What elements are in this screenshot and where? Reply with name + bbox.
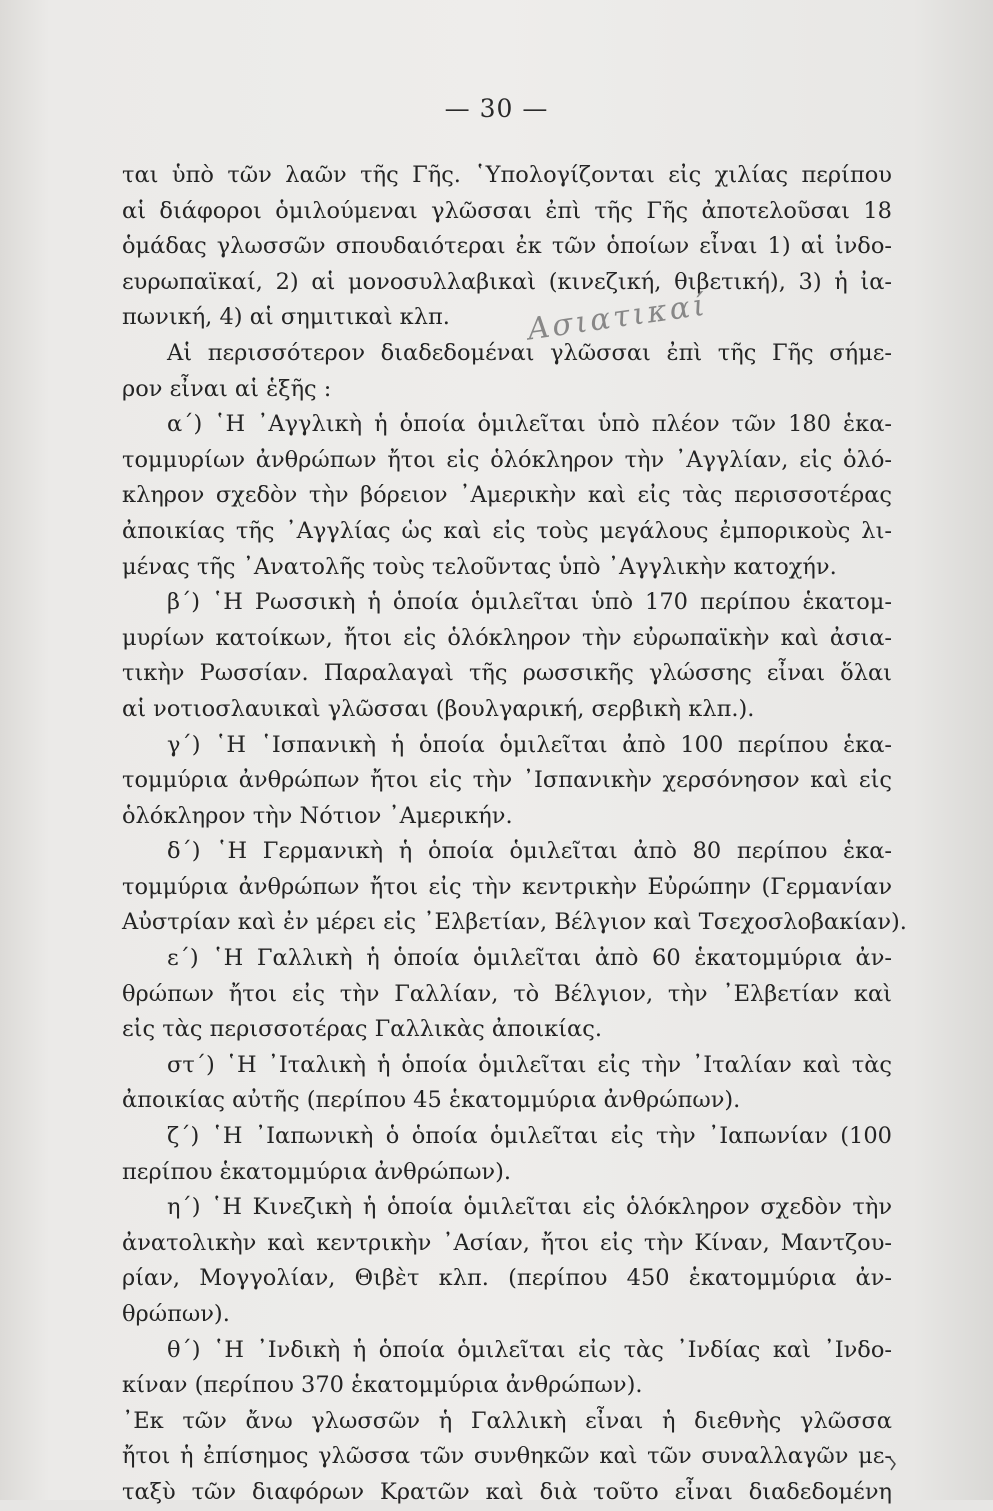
text-line: Αἱ περισσότερον διαδεδομέναι γλῶσσαι ἐπὶ τῆς Γῆς σήμε- [167, 339, 892, 366]
text-line: ρίαν, Μογγολίαν, Θιβὲτ κλπ. (περίπου 450 ἑκατομμύρια ἀν- [122, 1265, 892, 1292]
text-line: περίπου ἑκατομμύρια ἀνθρώπων). [122, 1158, 512, 1185]
text-line: α΄) ῾Η ᾿Αγγλικὴ ἡ ὁποία ὁμιλεῖται ὑπὸ πλέον τῶν 180 ἑκα- [167, 411, 892, 438]
text-line: κίναν (περίπου 370 ἑκατομμύρια ἀνθρώπων). [122, 1372, 643, 1399]
ink-mark-icon [888, 1456, 898, 1472]
text-line: μένας τῆς ᾿Ανατολῆς τοὺς τελοῦντας ὑπὸ ᾿Αγγλικὴν κατοχήν. [122, 553, 837, 580]
text-line: τικὴν Ρωσσίαν. Παραλαγαὶ τῆς ρωσσικῆς γλώσσης εἶναι ὅλαι [122, 660, 892, 687]
text-line: στ΄) ῾Η ᾿Ιταλικὴ ἡ ὁποία ὁμιλεῖται εἰς τὴν ᾿Ιταλίαν καὶ τὰς [167, 1051, 892, 1078]
text-line: ἤτοι ἡ ἐπίσημος γλῶσσα τῶν συνθηκῶν καὶ τῶν συναλλαγῶν με- [122, 1443, 892, 1470]
text-line: αἱ διάφοροι ὁμιλούμεναι γλῶσσαι ἐπὶ τῆς Γῆς ἀποτελοῦσαι 18 [122, 197, 892, 224]
handwritten-note: Ασιατικαί [525, 287, 710, 348]
text-line: β΄) ῾Η Ρωσσικὴ ἡ ὁποία ὁμιλεῖται ὑπὸ 170 περίπου ἑκατομ- [167, 589, 892, 616]
page-body-text [122, 158, 907, 1511]
text-line: ζ΄) ῾Η ᾿Ιαπωνικὴ ὁ ὁποία ὁμιλεῖται εἰς τὴν ᾿Ιαπωνίαν (100 [167, 1123, 892, 1150]
text-line: θρώπων). [122, 1301, 230, 1327]
text-line: τομμύρια ἀνθρώπων ἤτοι εἰς τὴν κεντρικὴν Εὐρώπην (Γερμανίαν [122, 873, 892, 900]
text-line: αἱ νοτιοσλαυικαὶ γλῶσσαι (βουλγαρική, σερβικὴ κλπ.). [122, 695, 755, 722]
text-line: ρον εἶναι αἱ ἑξῆς : [122, 375, 332, 402]
text-line: θ΄) ῾Η ᾿Ινδικὴ ἡ ὁποία ὁμιλεῖται εἰς τὰς ᾿Ινδίας καὶ ᾿Ινδο- [167, 1336, 892, 1363]
text-line: ὁλόκληρον τὴν Νότιον ᾿Αμερικήν. [122, 802, 513, 829]
text-line: η΄) ῾Η Κινεζικὴ ἡ ὁποία ὁμιλεῖται εἰς ὁλόκληρον σχεδὸν τὴν [167, 1194, 892, 1221]
text-line: ἀνατολικὴν καὶ κεντρικὴν ᾿Ασίαν, ἤτοι εἰς τὴν Κίναν, Μαντζου- [122, 1229, 892, 1256]
text-line: ται ὑπὸ τῶν λαῶν τῆς Γῆς. ῾Υπολογίζονται εἰς χιλίας περίπου [122, 162, 892, 188]
text-line: εἰς τὰς περισσοτέρας Γαλλικὰς ἀποικίας. [122, 1016, 603, 1043]
text-line: πωνική, 4) αἱ σημιτικαὶ κλπ. [122, 304, 450, 331]
text-line: μυρίων κατοίκων, ἤτοι εἰς ὁλόκληρον τὴν εὐρωπαϊκὴν καὶ ἀσια- [122, 624, 892, 651]
text-line: ε΄) ῾Η Γαλλικὴ ἡ ὁποία ὁμιλεῖται ἀπὸ 60 ἑκατομμύρια ἀν- [167, 945, 892, 972]
text-line: ἀποικίας τῆς ᾿Αγγλίας ὡς καὶ εἰς τοὺς μεγάλους ἐμπορικοὺς λι- [122, 517, 892, 544]
text-line: δ΄) ῾Η Γερμανικὴ ἡ ὁποία ὁμιλεῖται ἀπὸ 80 περίπου ἑκα- [167, 838, 892, 865]
text-line: ᾿Εκ τῶν ἄνω γλωσσῶν ἡ Γαλλικὴ εἶναι ἡ διεθνὴς γλῶσσα [122, 1407, 892, 1434]
text-line: Αὐστρίαν καὶ ἐν μέρει εἰς ᾿Ελβετίαν, Βέλγιον καὶ Τσεχοσλοβακίαν). [122, 909, 907, 936]
text-line: τομμύρια ἀνθρώπων ἤτοι εἰς τὴν ᾿Ισπανικὴν χερσόνησον καὶ εἰς [122, 767, 892, 794]
text-line: τομμυρίων ἀνθρώπων ἤτοι εἰς ὁλόκληρον τὴν ᾿Αγγλίαν, εἰς ὁλό- [122, 446, 892, 473]
text-line: ευρωπαϊκαί, 2) αἱ μονοσυλλαβικαὶ (κινεζική, θιβετική), 3) ἡ ἰα- [122, 268, 892, 295]
text-line: γ΄) ῾Η ῾Ισπανικὴ ἡ ὁποία ὁμιλεῖται ἀπὸ 100 περίπου ἑκα- [167, 731, 892, 758]
text-line: ὁμάδας γλωσσῶν σπουδαιότεραι ἐκ τῶν ὁποίων εἶναι 1) αἱ ἰνδο- [122, 233, 892, 260]
text-line: ἀποικίας αὐτῆς (περίπου 45 ἑκατομμύρια ἀνθρώπων). [122, 1087, 741, 1114]
text-line: ταξὺ τῶν διαφόρων Κρατῶν καὶ διὰ τοῦτο εἶναι διαδεδομένη [122, 1478, 892, 1505]
page-number: — 30 — [444, 94, 549, 123]
text-line: κληρον σχεδὸν τὴν βόρειον ᾿Αμερικὴν καὶ εἰς τὰς περισσοτέρας [122, 482, 892, 509]
text-line: θρώπων ἤτοι εἰς τὴν Γαλλίαν, τὸ Βέλγιον, τὴν ᾿Ελβετίαν καὶ [122, 980, 892, 1007]
